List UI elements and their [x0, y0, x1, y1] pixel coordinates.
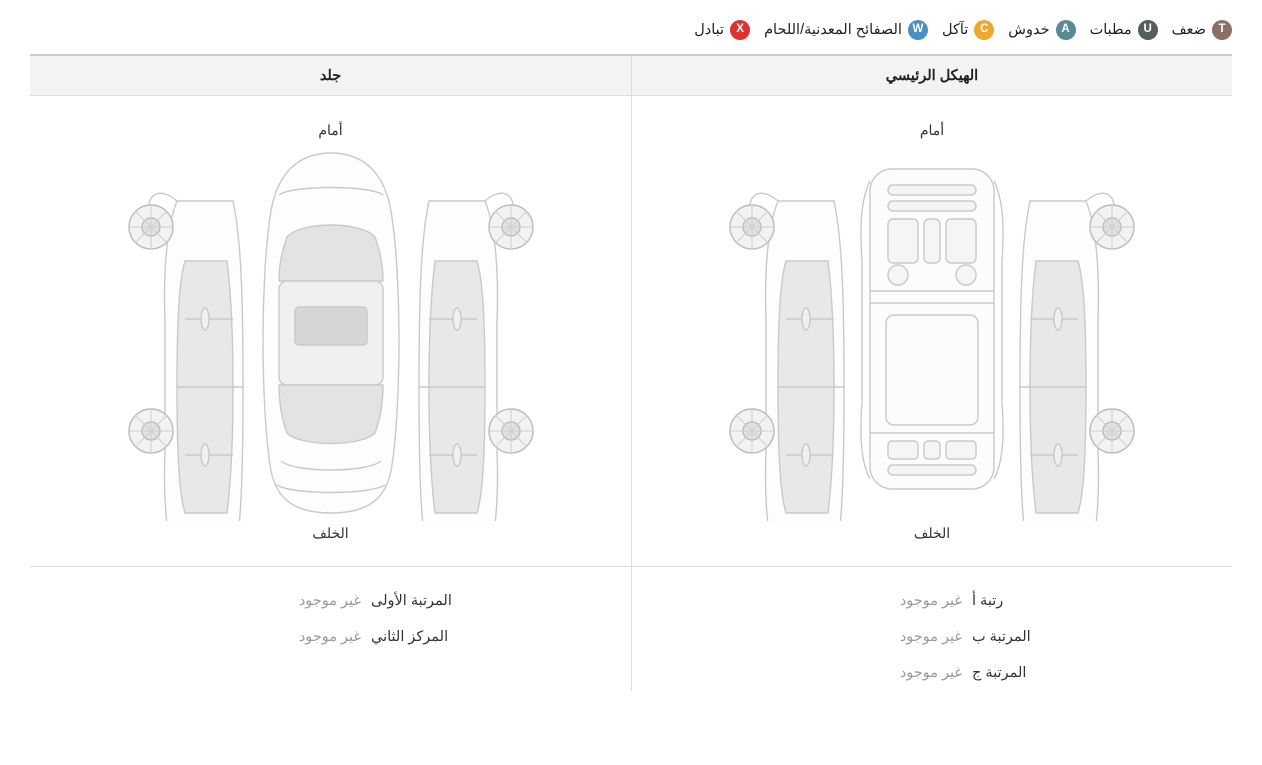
- main-frame-diagram: [632, 96, 1232, 566]
- column-header-main-frame: الهيكل الرئيسي: [631, 56, 1232, 95]
- skin-svg-holder: [101, 141, 561, 521]
- legend-item-U: [1090, 20, 1158, 40]
- legend-badge-X: X: [730, 20, 750, 40]
- main-frame-vehicle-svg: [702, 141, 1162, 521]
- grade-row: [30, 583, 571, 619]
- skin-cell: [30, 96, 631, 691]
- main-frame-cell: [631, 96, 1232, 691]
- legend-badge-W: W: [908, 20, 928, 40]
- grid-body-row: [30, 96, 1232, 691]
- grade-name: رتبة أ: [972, 593, 1004, 609]
- grade-name: المرتبة ب: [972, 629, 1031, 645]
- column-header-skin: جلد: [319, 68, 342, 84]
- grade-name: المرتبة الأولى: [371, 593, 452, 609]
- legend-label-X: تبادل: [694, 22, 725, 38]
- main-frame-svg-holder: [702, 141, 1162, 521]
- legend-badge-T: T: [1212, 20, 1232, 40]
- legend-label-C: تآكل: [941, 22, 969, 38]
- damage-legend: [0, 0, 1262, 54]
- front-label-main-frame: أمام: [919, 122, 945, 138]
- skin-diagram: [30, 96, 631, 566]
- grade-row: [30, 619, 571, 655]
- skin-grade-list: [30, 567, 631, 655]
- legend-label-T: ضعف: [1171, 22, 1206, 38]
- rear-label-main-frame: الخلف: [913, 525, 951, 541]
- grade-name: المرتبة ج: [972, 665, 1027, 681]
- front-label-skin: أمام: [318, 122, 343, 138]
- grade-name: المركز الثاني: [371, 629, 449, 645]
- legend-label-W: الصفائح المعدنية/اللحام: [764, 22, 902, 38]
- grade-row: [632, 655, 1172, 691]
- rear-label-skin: الخلف: [312, 525, 349, 541]
- grade-row: [632, 583, 1172, 619]
- legend-label-A: خدوش: [1008, 22, 1050, 38]
- grade-value: غير موجود: [298, 629, 361, 645]
- grid-header-row: [30, 56, 1232, 96]
- inspection-grid: [30, 54, 1232, 691]
- legend-item-T: [1172, 20, 1232, 40]
- legend-badge-U: U: [1138, 20, 1158, 40]
- main-frame-grade-list: [632, 567, 1232, 691]
- grade-value: غير موجود: [899, 629, 962, 645]
- legend-badge-C: C: [974, 20, 994, 40]
- grade-row: [632, 619, 1172, 655]
- grade-value: غير موجود: [899, 665, 962, 681]
- grade-value: غير موجود: [298, 593, 361, 609]
- legend-item-W: [764, 20, 928, 40]
- skin-vehicle-svg: [101, 141, 561, 521]
- legend-item-C: [942, 20, 994, 40]
- legend-item-X: [694, 20, 750, 40]
- legend-label-U: مطبات: [1089, 22, 1132, 38]
- grade-value: غير موجود: [899, 593, 962, 609]
- legend-badge-A: A: [1056, 20, 1076, 40]
- legend-item-A: [1008, 20, 1075, 40]
